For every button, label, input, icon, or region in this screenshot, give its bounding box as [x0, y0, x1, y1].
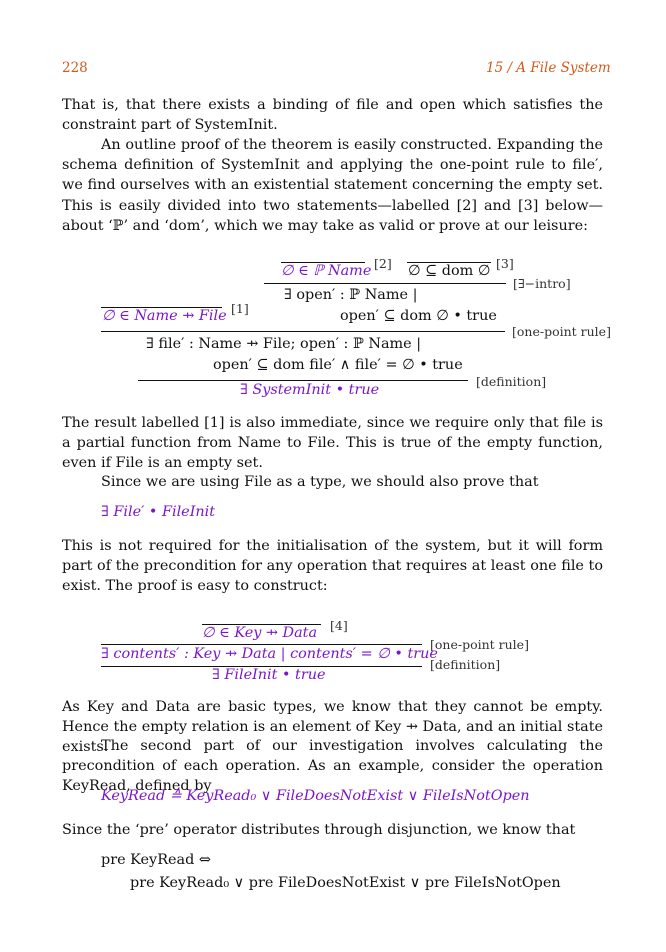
paragraph-8: Since the ‘pre’ operator distributes through disjunction, we know that	[62, 822, 576, 838]
paragraph-5: This is not required for the initialisation of the system, but it will form part of the precondition for any operation that requires at least one file to exist. The proof is easy to construct:	[62, 538, 603, 595]
proof-line: open′ ⊆ dom file′ ∧ file′ = ∅ • true	[213, 357, 463, 373]
tag-2: [2]	[374, 256, 392, 271]
premise-2: ∅ ∈ ℙ Name	[281, 263, 372, 279]
keyread-definition: KeyRead ≙ KeyRead₀ ∨ FileDoesNotExist ∨ FileIsNotOpen	[101, 788, 530, 804]
paragraph-6: As Key and Data are basic types, we know that they cannot be empty. Hence the empty relation is an element of Key ⇸ Data, and an initial state exists.	[62, 699, 603, 756]
paragraph-4: Since we are using File as a type, we should also prove that	[101, 474, 539, 490]
rule-exists-intro: [∃−intro]	[513, 276, 571, 291]
proof-conclusion: ∃ SystemInit • true	[240, 382, 380, 398]
paragraph-1: That is, that there exists a binding of file and open which satisfies the constraint part of SystemInit.	[62, 97, 603, 134]
page-number: 228	[62, 60, 88, 76]
proof-line: open′ ⊆ dom ∅ • true	[340, 308, 497, 324]
premise-1: ∅ ∈ Name ⇸ File	[102, 308, 227, 324]
rule-definition: [definition]	[476, 374, 547, 389]
paragraph-2: An outline proof of the theorem is easily constructed. Expanding the schema definition of SystemInit and applying the one-point rule to file′, we find ourselves with an existential statement concerning the empty set. This is easily divided into two statements—labelled [2] and [3] below—about ‘ℙ’ and ‘dom’, which we may take as valid or prove at our leisure:	[62, 137, 603, 234]
tag-4: [4]	[330, 618, 348, 633]
rule-line	[138, 380, 468, 381]
formula-file-init: ∃ File′ • FileInit	[101, 504, 216, 520]
paragraph-3: The result labelled [1] is also immediate, since we require only that file is a partial function from Name to File. This is true of the empty function, even if File is an empty set.	[62, 415, 603, 472]
pre-line-2: pre KeyRead₀ ∨ pre FileDoesNotExist ∨ pre FileIsNotOpen	[130, 875, 561, 891]
proof-line: ∃ file′ : Name ⇸ File; open′ : ℙ Name |	[146, 336, 422, 352]
chapter-title: 15 / A File System	[486, 60, 611, 76]
premise-4: ∅ ∈ Key ⇸ Data	[202, 625, 318, 641]
rule-line	[101, 644, 422, 645]
pre-line-1: pre KeyRead ⇔	[101, 852, 211, 868]
proof-conclusion: ∃ FileInit • true	[212, 667, 326, 683]
paragraph-7: The second part of our investigation involves calculating the precondition of each operation. As an example, consider the operation KeyRead, defined by	[62, 738, 603, 795]
rule-line	[101, 331, 505, 332]
rule-one-point: [one-point rule]	[430, 637, 529, 652]
rule-line	[264, 283, 506, 284]
proof-line: ∃ open′ : ℙ Name |	[284, 287, 418, 303]
tag-3: [3]	[496, 256, 514, 271]
premise-3: ∅ ⊆ dom ∅	[408, 263, 491, 279]
proof-line: ∃ contents′ : Key ⇸ Data | contents′ = ∅ • true	[101, 646, 438, 662]
rule-one-point: [one-point rule]	[512, 324, 611, 339]
rule-definition: [definition]	[430, 657, 501, 672]
tag-1: [1]	[231, 301, 249, 316]
